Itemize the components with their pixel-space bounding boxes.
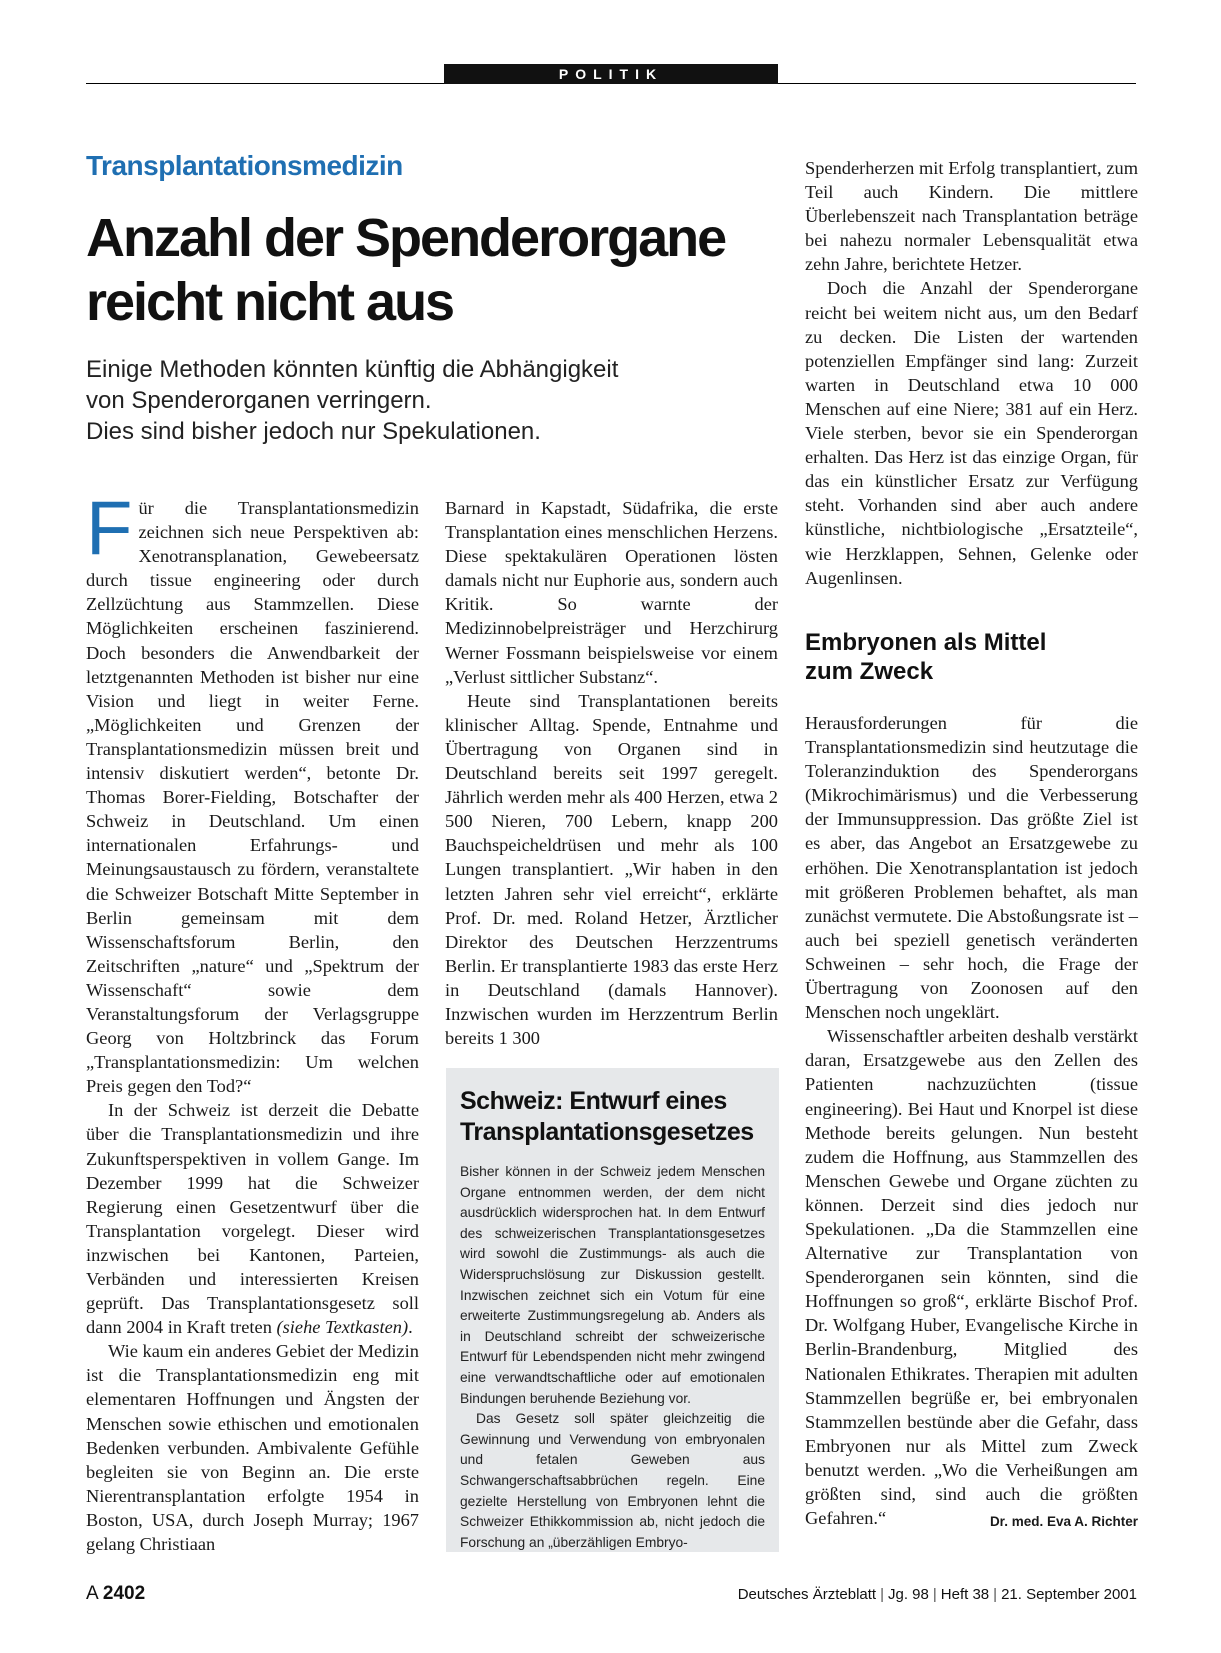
body-column-1 [86,486,419,1556]
info-box-title-line: Transplantationsgesetzes [460,1118,754,1146]
dropcap: F [86,486,133,571]
journal-volume: Jg. 98 [888,1586,929,1603]
journal-date: 21. September 2001 [1001,1586,1137,1603]
dek-line-2: von Spenderorganen verringern. [86,387,432,414]
dek-line-3: Dies sind bisher jedoch nur Spekulationen. [86,418,541,445]
body-paragraph: Doch die Anzahl der Spenderorgane reicht bei weitem nicht aus, um den Bedarf zu decken. Die Listen der wartenden potenziellen Empfänger sind lang: Zurzeit warten in Deutschland etwa 10 000 Menschen auf eine Niere; 381 auf ein Herz. Viele sterben, bevor sie ein Spenderorgan erhalten. Das Herz ist das einzige Organ, für das ein künstlicher Ersatz zur Verfügung steht. Vorhanden sind aber auch andere künstliche, nichtbiologische „Ersatzteile“, wie Herzklappen, Sehnen, Gelenke oder Augenlinsen. [805,278,1138,588]
journal-issue: Heft 38 [940,1586,990,1603]
headline-line-1: Anzahl der Spenderorgane [86,208,726,268]
info-box-title-line: Schweiz: Entwurf eines [460,1087,727,1115]
article-kicker: Transplantationsmedizin [86,150,403,181]
subheading-line: Embryonen als Mittel [805,629,1047,656]
page-number-value: 2402 [102,1583,146,1604]
section-label: POLITIK [444,64,778,84]
info-box-paragraph: Das Gesetz soll später gleichzeitig die Gewinnung und Verwendung von embryonalen und fetalen Geweben aus Schwangerschaftsabbrüchen regeln. Eine gezielte Herstellung von Embryonen lehnt die Schweizer Ethikkommission ab, nicht jedoch die Forschung an „überzähligen Embryo- [460,1411,765,1550]
paragraph-text: In der Schweiz ist derzeit die Debatte über die Transplantationsmedizin und ihre Zukunftsperspektiven in vollem Gange. Im Dezember 1999 hat die Schweizer Regierung einen Gesetzentwurf über die Transplantation vorgelegt. Dieser wird inzwischen bei Kantonen, Parteien, Verbänden und interessierten Kreisen geprüft. Das Transplantationsgesetz soll dann 2004 in Kraft treten [86,1100,419,1338]
body-column-3-continued [805,711,1138,1534]
body-paragraph: Wie kaum ein anderes Gebiet der Medizin ist die Transplantationsmedizin eng mit elementaren Hoffnungen und Ängsten der Menschen sowie ethischen und emotionalen Bedenken verbunden. Ambivalente Gefühle begleiten sie von Beginn an. Die erste Nierentransplantation erfolgte 1954 in Boston, USA, durch Joseph Murray; 1967 gelang Christiaan [86,1341,419,1555]
body-paragraph: Spenderherzen mit Erfolg transplantiert, zum Teil auch Kindern. Die mittlere Überlebenszeit nach Transplantation beträge bei nahezu normaler Lebensqualität etwa zehn Jahre, berichtete Hetzer. [805,158,1138,275]
body-column-2 [445,496,778,1050]
headline-line-2: reicht nicht aus [86,272,454,332]
journal-name: Deutsches Ärzteblatt [737,1586,877,1603]
page-number [86,1583,145,1605]
page-prefix: A [86,1583,98,1604]
paragraph-text: . [408,1317,413,1338]
body-column-3 [805,156,1138,590]
paragraph-text: Wissenschaftler arbeiten deshalb verstärkt daran, Ersatzgewebe aus den Zellen des Patienten nachzuzüchten (tissue engineering). Bei Haut und Knorpel ist diese Methode bereits gelungen. Nun besteht zudem die Hoffnung, aus Stammzellen des Menschen Gewebe und Organe züchten zu können. Derzeit sind dies jedoch nur Spekulationen. „Da die Stammzellen eine Alternative zur Transplantation von Spenderorganen sein könnten, sind die Hoffnungen so groß“, erklärte Bischof Prof. Dr. Wolfgang Huber, Evangelische Kirche in Berlin-Brandenburg, Mitglied des Nationalen Ethikrates. Therapien mit adulten Stammzellen begrüße er, bei embryonalen Stammzellen bestünde aber die Gefahr, dass Embryonen nur als Mittel zum Zweck benutzt werden. „Wo die Verheißungen am größten sind, sind auch die größten Gefahren.“ [805,1026,1138,1529]
body-paragraph [86,486,419,1098]
section-subheading [805,628,1135,686]
body-paragraph: Heute sind Transplantationen bereits klinischer Alltag. Spende, Entnahme und Übertragung von Organen sind in Deutschland bereits seit 1997 geregelt. Jährlich werden mehr als 400 Herzen, etwa 2 500 Nieren, 700 Lebern, knapp 200 Bauchspeicheldrüsen und mehr als 100 Lungen transplantiert. „Wir haben in den letzten Jahren sehr viel erreicht“, erklärte Prof. Dr. med. Roland Hetzer, Ärztlicher Direktor des Deutschen Herzzentrums Berlin. Er transplantierte 1983 das erste Herz in Deutschland (damals Hannover). Inzwischen wurden im Herzzentrum Berlin bereits 1 300 [445,690,778,1049]
article-headline [86,206,766,334]
info-box [446,1068,779,1552]
journal-footer: Deutsches Ärzteblatt | Jg. 98 | Heft 38 | 21. September 2001 [737,1586,1137,1603]
subheading-line: zum Zweck [805,658,934,685]
info-box-paragraph: Bisher können in der Schweiz jedem Menschen Organe entnommen werden, der dem nicht ausdrücklich widersprochen hat. In dem Entwurf des schweizerischen Transplantationsgesetzes wird sowohl die Zustimmungs- als auch die Widerspruchslösung zur Diskussion gestellt. Inzwischen zeichnet sich ein Votum für eine erweiterte Zustimmungsregelung ab. Anders als in Deutschland schreibt der schweizerische Entwurf für Lebendspenden nicht mehr zwingend eine verwandtschaftliche oder auf emotionalen Bindungen beruhende Beziehung vor. [460,1164,765,1406]
body-paragraph: Herausforderungen für die Transplantationsmedizin sind heutzutage die Toleranzinduktion des Spenderorgans (Mikrochimärismus) und die Verbesserung der Immunsuppression. Das größte Ziel ist es aber, das Angebot an Ersatzgewebe zu erhöhen. Die Xenotransplantation ist jedoch mit größeren Problemen behaftet, als man zunächst vermutete. Die Abstoßungsrate ist – auch bei speziell genetisch veränderten Schweinen – sehr hoch, die Frage der Übertragung von Zoonosen auf den Menschen noch ungeklärt. [805,713,1138,1023]
body-paragraph: Barnard in Kapstadt, Südafrika, die erste Transplantation eines menschlichen Herzens. Diese spektakulären Operationen lösten damals nicht nur Euphorie aus, sondern auch Kritik. So warnte der Medizinnobelpreisträger und Herzchirurg Werner Fossmann beispielsweise vor einem „Verlust sittlicher Substanz“. [445,498,778,687]
body-paragraph [86,1098,419,1339]
article-dek [86,354,726,447]
paragraph-text: ür die Transplantationsmedizin zeichnen sich neue Perspektiven ab: Xenotransplanation, Gewebeersatz durch tissue engineering oder durch Zellzüchtung aus Stammzellen. Diese Möglichkeiten erscheinen faszinierend. Doch besonders die Anwendbarkeit der letztgenannten Methoden ist bisher nur eine Vision und liegt in weiter Ferne. „Möglichkeiten und Grenzen der Transplantationsmedizin müssen breit und intensiv diskutiert werden“, betonte Dr. Thomas Borer-Fielding, Botschafter der Schweiz in Deutschland. Um einen internationalen Erfahrungs- und Meinungsaustausch zu fördern, veranstaltete die Schweizer Botschaft Mitte September in Berlin gemeinsam mit dem Wissenschaftsforum Berlin, den Zeitschriften „nature“ und „Spektrum der Wissenschaft“ sowie dem Veranstaltungsforum der Verlagsgruppe Georg von Holtzbrinck das Forum „Transplantationsmedizin: Um welchen Preis gegen den Tod?“ [86,498,419,1097]
dek-line-1: Einige Methoden könnten künftig die Abhängigkeit [86,356,619,383]
box-reference: (siehe Textkasten) [276,1317,409,1338]
body-paragraph [805,1024,1138,1530]
author-byline: Dr. med. Eva A. Richter [989,1514,1138,1530]
info-box-title [460,1086,765,1148]
